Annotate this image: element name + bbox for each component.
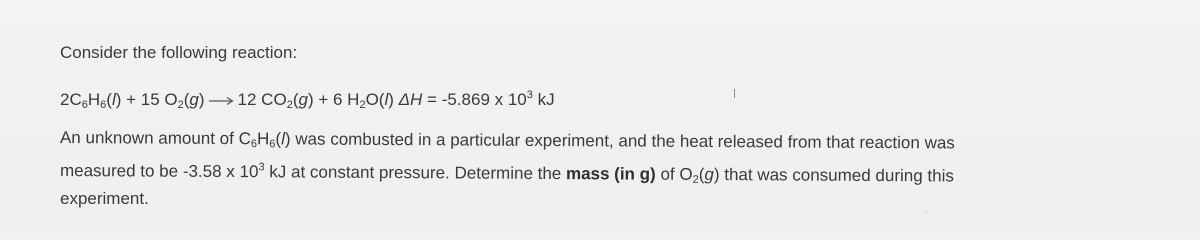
equation-text: ) + 6 H [307, 90, 360, 109]
paragraph-subscript: 2 [692, 173, 699, 186]
paragraph-line-1 [60, 128, 955, 153]
equation-text: ( [106, 90, 112, 109]
reaction-arrow-icon [208, 91, 234, 111]
equation-subscript: 6 [100, 99, 107, 111]
equation-subscript: 2 [359, 99, 366, 111]
paragraph-text: of O [655, 164, 693, 184]
equation-text: ( [292, 90, 299, 109]
equation-italic: l [384, 90, 389, 109]
stray-mark [734, 89, 735, 98]
equation-text: O( [365, 90, 385, 109]
equation-text: ) [388, 90, 399, 109]
paragraph-text: measured to be -3.58 x 10 [59, 161, 259, 182]
paragraph-line-2 [60, 161, 954, 186]
paragraph-italic: l [281, 129, 285, 149]
paragraph-text: ) that was consumed during this [713, 164, 954, 186]
paragraph-text: ( [275, 129, 282, 149]
equation-subscript: 2 [177, 99, 184, 111]
paragraph-text: ) was combusted in a particular experiment, and the heat released from that reaction was [284, 129, 955, 153]
paragraph-text: kJ at constant pressure. Determine the [264, 162, 567, 184]
reaction-equation [60, 90, 555, 111]
equation-italic: g [189, 90, 199, 109]
paragraph-line-3 [60, 189, 149, 209]
equation-text: 2C [60, 90, 82, 109]
paragraph-exponent: 3 [258, 161, 265, 174]
equation-subscript: 2 [286, 99, 293, 111]
paragraph-subscript: 6 [269, 138, 276, 151]
paragraph-text: ( [698, 164, 705, 184]
paragraph-text: H [256, 129, 270, 149]
equation-text: kJ [532, 90, 555, 109]
paragraph-subscript: 6 [250, 138, 258, 151]
enthalpy-symbol: ΔH [398, 90, 423, 109]
heading-text: Consider the following reaction: [60, 43, 298, 62]
stray-dot [925, 211, 927, 213]
equation-text: 12 CO [237, 90, 287, 109]
equation-text: H [87, 90, 101, 109]
equation-text: ( [183, 90, 190, 109]
paragraph-italic: g [704, 164, 714, 184]
equation-italic: l [111, 90, 116, 109]
equation-italic: g [298, 90, 308, 109]
paragraph-text: An unknown amount of C [59, 128, 251, 149]
equation-text: = -5.869 x 10 [422, 90, 527, 109]
equation-text: ) + 15 O [115, 90, 178, 109]
question-heading [60, 43, 297, 63]
paragraph-text: experiment. [60, 189, 149, 208]
equation-exponent: 3 [526, 89, 533, 101]
equation-subscript: 6 [81, 99, 88, 111]
mass-emphasis: mass (in g) [565, 164, 656, 184]
equation-text: ) [198, 90, 205, 109]
